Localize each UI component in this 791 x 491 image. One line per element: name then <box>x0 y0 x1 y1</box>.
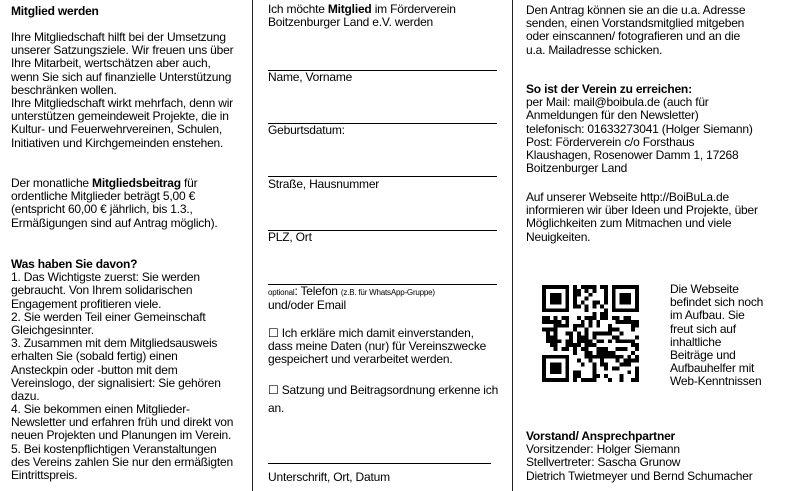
text-line: wenn Sie sich auf finanzielle Unterstützung <box>11 69 232 84</box>
street-field-label: Straße, Hausnummer <box>268 177 380 191</box>
form-heading <box>268 3 456 29</box>
text-line: Vorsitzender: Holger Siemann <box>526 442 680 457</box>
text-line: beschränken wollen. <box>11 82 117 97</box>
submit-paragraph <box>526 4 745 57</box>
text-line: gespeichert und verarbeitet werden. <box>268 352 453 367</box>
fee-bold: Mitgliedsbeitrag <box>92 176 181 190</box>
optional-contact-label <box>268 285 435 312</box>
text-line: Engagement profitieren viele. <box>11 296 162 311</box>
fee-lines <box>11 190 218 230</box>
text-line: oder einscannen/ fotografieren und an die <box>526 29 740 44</box>
form-heading-line2: Boitzenburger Land e.V. werden <box>268 15 434 30</box>
text-line: Auf unserer Webseite http://BoiBuLa.de <box>526 190 729 204</box>
text-line: unterstützen gemeindeweit Projekte, die in <box>11 109 229 124</box>
benefits-section <box>11 258 233 482</box>
consent-checkbox[interactable] <box>268 327 486 367</box>
benefits-list <box>11 271 233 482</box>
text-line: befindet sich noch <box>670 295 764 310</box>
text-line: freut sich auf <box>670 321 736 336</box>
text-line: des Vereins zahlen Sie nur den ermäßigten <box>11 454 233 469</box>
text-line: 5. Bei kostenpflichtigen Veranstaltungen <box>11 441 217 456</box>
text-line: dass meine Daten (nur) für Vereinszwecke <box>268 339 487 354</box>
text-line: Den Antrag können sie an die u.a. Adresse <box>526 3 746 17</box>
text-line: Boitzenburger Land <box>526 161 628 176</box>
text-line: Neuigkeiten. <box>526 229 591 244</box>
fee-paragraph <box>11 177 218 230</box>
text-line: Ihre Mitgliedschaft wirkt mehrfach, denn wir <box>11 95 233 110</box>
text-line: Ansteckpin oder -button mit dem <box>11 362 178 377</box>
text-line: Post: Förderverein c/o Forsthaus <box>526 134 695 149</box>
text-line: Ermäßigungen sind auf Antrag möglich). <box>11 215 218 230</box>
text-line: per Mail: mail@boibula.de (auch für <box>526 95 709 110</box>
text-line: Ihre Mitgliedschaft hilft bei der Umsetzung <box>11 30 226 44</box>
column-divider <box>512 0 513 491</box>
city-field-label: PLZ, Ort <box>268 230 312 244</box>
statute-checkbox[interactable] <box>268 381 498 417</box>
text-line: Eintrittspreis. <box>11 468 78 482</box>
text-line: u.a. Mailadresse schicken. <box>526 42 663 57</box>
text-line: informieren wir über Ideen und Projekte, über <box>526 203 758 218</box>
email-label: und/oder Email <box>268 298 346 312</box>
text-line: ordentliche Mitglieder beträgt 5,00 € <box>11 189 196 204</box>
membership-heading <box>11 5 99 18</box>
text-line: gebraucht. Von Ihrem solidarischen <box>11 283 193 298</box>
fee-text: für <box>180 176 198 190</box>
website-paragraph <box>526 191 758 244</box>
text-line: Gleichgesinnter. <box>11 322 94 337</box>
text-line: 4. Sie bekommen einen Mitglieder- <box>11 402 190 417</box>
text-line: Anmeldungen für den Newsletter) <box>526 108 699 123</box>
form-heading-bold: Mitglied <box>327 2 372 16</box>
text-line: Aufbauhelfer mit <box>670 361 755 376</box>
contact-section <box>526 83 753 175</box>
phone-hint: (z.B. für WhatsApp-Gruppe) <box>340 288 435 297</box>
board-section <box>526 430 753 483</box>
text-line: 1. Das Wichtigste zuerst: Sie werden <box>11 270 200 285</box>
optional-label: optional <box>268 288 295 297</box>
form-heading-text: im Förderverein <box>371 2 456 16</box>
text-line: Initiativen und Kirchgemeinden enstehen. <box>11 135 224 150</box>
text-line: Ihre Mitarbeit, wertschätzen aber auch, <box>11 56 211 71</box>
text-line: senden, einen Vorstandsmitglied mitgeben <box>526 16 745 31</box>
text-line: inhaltliche <box>670 334 722 349</box>
membership-title: Mitglied werden <box>11 4 99 18</box>
birthdate-field-label: Geburtsdatum: <box>268 123 345 137</box>
text-line: 2. Sie werden Teil einer Gemeinschaft <box>11 309 206 324</box>
name-field-label: Name, Vorname <box>268 70 353 84</box>
column-divider <box>252 0 253 491</box>
signature-label: Unterschrift, Ort, Datum <box>268 470 390 484</box>
board-lines <box>526 443 753 483</box>
qr-code[interactable] <box>542 285 639 382</box>
text-line: Die Webseite <box>670 282 739 296</box>
signature-line[interactable] <box>268 463 491 464</box>
contact-title: So ist der Verein zu erreichen: <box>526 82 692 96</box>
text-line: Kultur- und Feuerwehrvereinen, Schulen, <box>11 122 222 137</box>
benefits-title: Was haben Sie davon? <box>11 257 138 271</box>
phone-label: : Telefon <box>294 284 341 298</box>
text-line: Newsletter und erfahren früh und direkt von <box>11 415 234 430</box>
form-heading-text: Ich möchte <box>268 2 328 16</box>
text-line: Web-Kenntnissen <box>670 374 762 389</box>
text-line: telefonisch: 01633273041 (Holger Siemann) <box>526 121 753 136</box>
text-line: ☐ Ich erkläre mich damit einverstanden, <box>268 326 474 340</box>
text-line: 3. Zusammen mit dem Mitgliedsausweis <box>11 336 218 351</box>
text-line: im Aufbau. Sie <box>670 308 745 323</box>
text-line: Möglichkeiten zum Mitmachen und viele <box>526 216 732 231</box>
text-line: ☐ Satzung und Beitragsordnung erkenne ich <box>268 383 499 397</box>
text-line: erhalten Sie (sobald fertig) einen <box>11 349 178 364</box>
text-line: dazu. <box>11 388 40 403</box>
text-line: Vereinslogo, der signalisiert: Sie gehören <box>11 375 221 390</box>
text-line: an. <box>268 401 285 415</box>
contact-lines <box>526 96 753 175</box>
text-line: unserer Satzungsziele. Wir freuen uns über <box>11 43 234 58</box>
intro-paragraph <box>11 31 233 150</box>
text-line: neuen Projekten und Planungen im Verein. <box>11 428 232 443</box>
text-line: Beiträge und <box>670 347 736 362</box>
text-line: (entspricht 60,00 € jährlich, bis 1.3., <box>11 202 193 217</box>
board-title: Vorstand/ Ansprechpartner <box>526 429 676 443</box>
text-line: Klaushagen, Rosenower Damm 1, 17268 <box>526 147 739 162</box>
qr-note <box>670 283 763 389</box>
text-line: Stellvertreter: Sascha Grunow <box>526 455 681 470</box>
fee-text: Der monatliche <box>11 176 93 190</box>
text-line: Dietrich Twietmeyer und Bernd Schumacher <box>526 468 753 483</box>
